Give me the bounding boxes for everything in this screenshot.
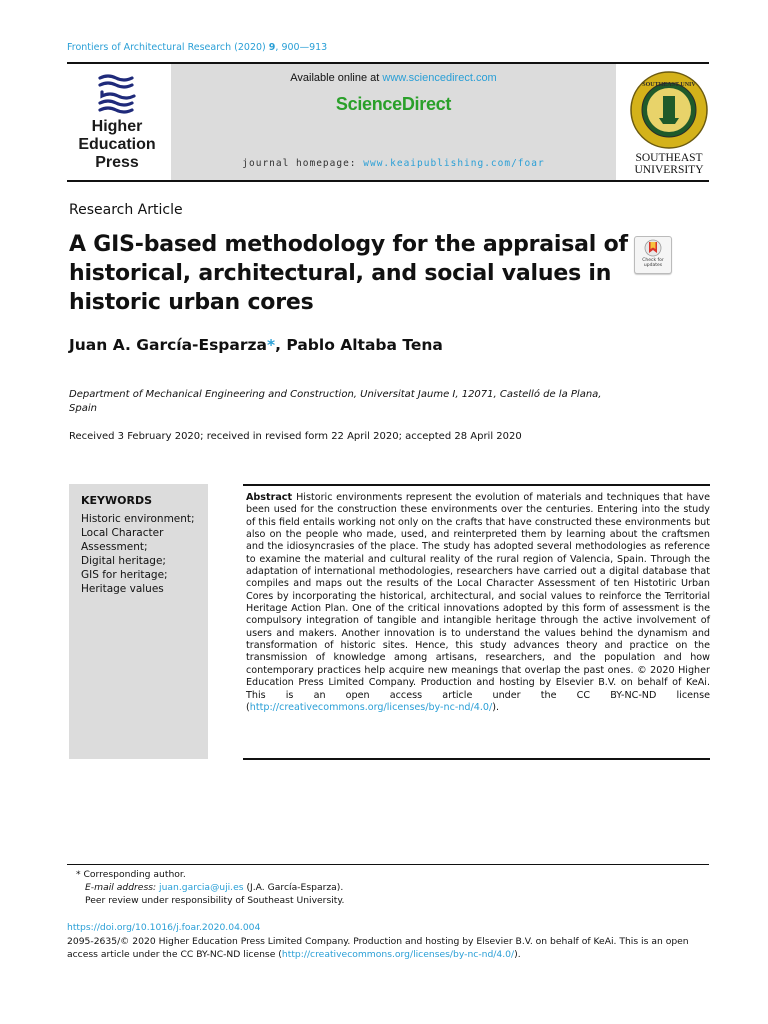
footnotes bbox=[76, 868, 344, 907]
keyword-item: Historic environment; bbox=[81, 513, 195, 525]
paper-title: A GIS-based methodology for the appraisal of historical, architectural, and social values in historic urban cores bbox=[69, 232, 628, 315]
email-label: E-mail address: bbox=[85, 882, 157, 893]
footnote-rule bbox=[67, 864, 709, 865]
journal-homepage bbox=[171, 158, 616, 169]
affiliation: Department of Mechanical Engineering and Construction, Universitat Jaume I, 12071, Castelló de la Plana, Spain bbox=[69, 389, 602, 414]
abstract-top-rule bbox=[243, 484, 710, 486]
article-type: Research Article bbox=[69, 202, 183, 218]
journal-name: Frontiers of Architectural Research (2020) bbox=[67, 42, 269, 53]
sciencedirect-logo[interactable]: ScienceDirect bbox=[335, 94, 452, 114]
header-bottom-rule bbox=[67, 180, 709, 182]
author-1: Juan A. García-Esparza bbox=[69, 336, 267, 354]
journal-reference[interactable] bbox=[67, 42, 327, 53]
keywords-panel bbox=[69, 484, 208, 759]
university-name-line2: UNIVERSITY bbox=[634, 164, 704, 176]
copyright-text: 2095-2635/© 2020 Higher Education Press Limited Company. Production and hosting by Elsevier B.V. on behalf of KeAi. This is an open access article under the CC BY-NC-ND license ( bbox=[67, 936, 689, 960]
abstract-label: Abstract bbox=[246, 492, 293, 503]
abstract-license-link[interactable]: http://creativecommons.org/licenses/by-nc-nd/4.0/ bbox=[249, 701, 493, 713]
keyword-item: Local Character Assessment; bbox=[81, 527, 164, 553]
received-dates: Received 3 February 2020; received in revised form 22 April 2020; accepted 28 April 2020 bbox=[69, 431, 522, 442]
bookmark-icon bbox=[635, 237, 671, 259]
email-suffix: (J.A. García-Esparza). bbox=[243, 882, 344, 893]
peer-review-note: Peer review under responsibility of Southeast University. bbox=[85, 895, 345, 906]
logo-word-2: Education bbox=[78, 136, 156, 153]
journal-pages: , 900—913 bbox=[275, 42, 328, 53]
available-online bbox=[171, 72, 616, 84]
abstract-end: ). bbox=[492, 701, 500, 713]
copyright-license-link[interactable]: http://creativecommons.org/licenses/by-nc-nd/4.0/ bbox=[281, 949, 515, 960]
available-prefix: Available online at bbox=[290, 72, 383, 84]
book-stack-icon bbox=[94, 70, 140, 116]
check-updates-label: Check for updates bbox=[642, 258, 664, 268]
university-name-line1: SOUTHEAST bbox=[635, 152, 703, 164]
abstract-body: Historic environments represent the evolution of materials and techniques that have been used for the construction these environments over the centuries. Entering into the study of this field entails working not only on the crafts that have constructed these environments but also on the people who made, used, and reinterpreted them by learning about the craftsmen and the idiosyncrasies of the place. The study has adopted several methodologies as reference to examine the material and cultural reality of the rural region of Valencia, Spain. Through the adaptation of international methodologies, researchers have carried out a digital database that compiles and maps out the results of the Local Character Assessment of ten Histotiric Urban Cores by incorporating the historical, architectural, and social values to reinforce the Territorial Heritage Action Plan. One of the critical innovations adopted by this form of assessment is the compulsory integration of tangible and intangible heritage through the active involvement of users and makers. Another innovation is to understand the values behind the dynamism and transformation of historic sites. Hence, this study advances theory and practice on the transmission of knowledge among artisans, researchers, and the population and how contemporary practices help acquire new meanings that overlap the past ones. © 2020 Higher Education Press Limited Company. Production and hosting by Elsevier B.V. on behalf of KeAi. This is an open access article under the CC BY-NC-ND license ( bbox=[246, 492, 710, 713]
homepage-prefix: journal homepage: bbox=[242, 158, 364, 169]
keywords-list bbox=[81, 512, 206, 596]
email-link[interactable]: juan.garcia@uji.es bbox=[159, 882, 244, 893]
keyword-item: Heritage values bbox=[81, 583, 164, 595]
university-name bbox=[624, 152, 714, 176]
email-note bbox=[76, 881, 344, 894]
doi-link[interactable]: https://doi.org/10.1016/j.foar.2020.04.004 bbox=[67, 922, 261, 933]
publisher-logo bbox=[67, 68, 167, 180]
university-seal bbox=[624, 70, 714, 180]
copyright-end: ). bbox=[514, 949, 521, 960]
logo-word-1: Higher bbox=[91, 118, 143, 135]
abstract-bottom-rule bbox=[243, 758, 710, 760]
journal-header-banner bbox=[171, 64, 616, 180]
corresponding-author-note: * Corresponding author. bbox=[76, 869, 186, 880]
journal-volume: 9 bbox=[268, 42, 276, 53]
sciencedirect-link[interactable]: www.sciencedirect.com bbox=[382, 72, 497, 84]
publisher-logo-text bbox=[67, 118, 167, 172]
keywords-heading: KEYWORDS bbox=[81, 494, 153, 507]
abstract bbox=[246, 492, 710, 714]
seal-emblem-icon bbox=[629, 70, 709, 150]
author-2: , Pablo Altaba Tena bbox=[275, 336, 443, 354]
copyright-notice bbox=[67, 935, 712, 961]
authors bbox=[69, 336, 443, 354]
homepage-link[interactable]: www.keaipublishing.com/foar bbox=[363, 158, 545, 169]
corresponding-author-marker[interactable]: * bbox=[266, 336, 276, 354]
keyword-item: GIS for heritage; bbox=[81, 569, 168, 581]
keyword-item: Digital heritage; bbox=[81, 555, 166, 567]
svg-text:SOUTHEAST UNIV: SOUTHEAST UNIV bbox=[642, 82, 696, 88]
check-for-updates-badge[interactable] bbox=[634, 236, 672, 274]
logo-word-3: Press bbox=[95, 154, 139, 171]
